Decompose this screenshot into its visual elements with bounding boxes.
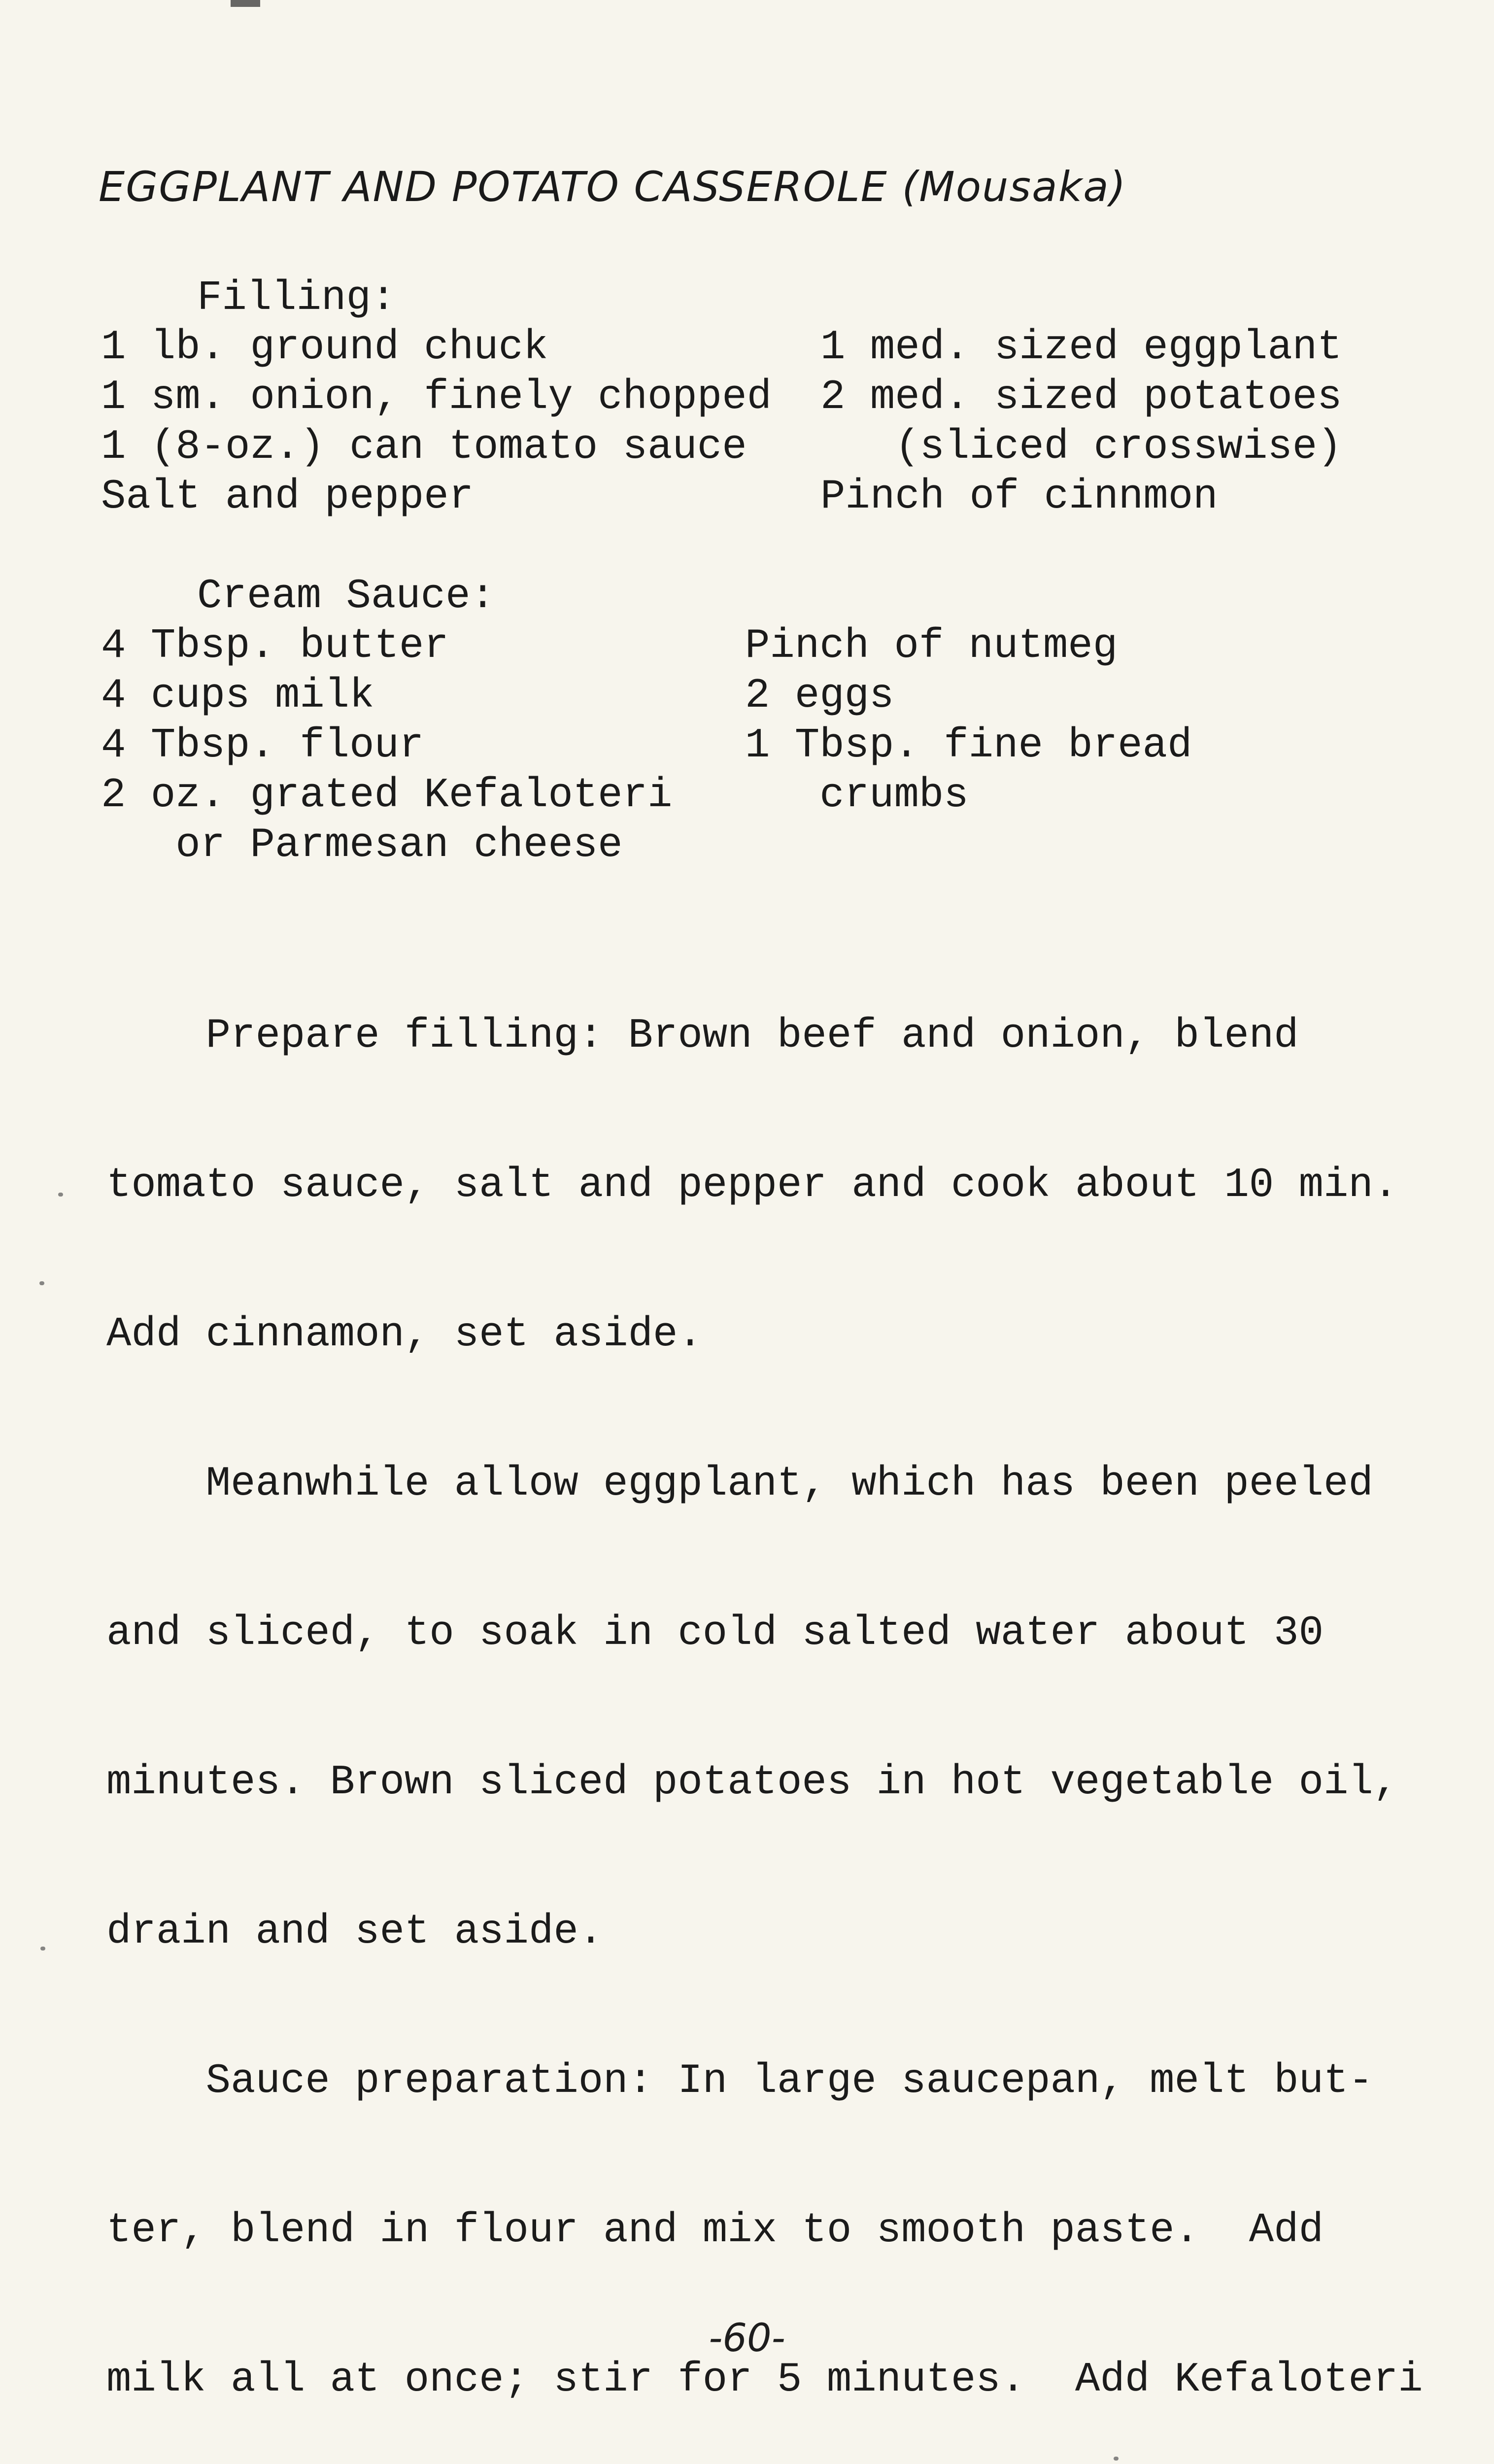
filling-ingredient-right: 2 med. sized potatoes bbox=[820, 374, 1342, 421]
filling-ingredient-left: 1 lb. ground chuck bbox=[101, 324, 548, 371]
filling-ingredient-left: 1 sm. onion, finely chopped bbox=[101, 374, 772, 421]
filling-ingredient-left: 1 (8-oz.) can tomato sauce bbox=[101, 424, 747, 471]
direction-line: tomato sauce, salt and pepper and cook about 10 min. bbox=[106, 1162, 1398, 1209]
cream-sauce-ingredient-left: 4 cups milk bbox=[101, 673, 374, 719]
cream-sauce-ingredient-left: or Parmesan cheese bbox=[101, 822, 623, 869]
direction-line: Sauce preparation: In large saucepan, melt but- bbox=[106, 2058, 1373, 2105]
direction-line: minutes. Brown sliced potatoes in hot vegetable oil, bbox=[106, 1759, 1398, 1806]
cream-sauce-ingredient-left: 4 Tbsp. flour bbox=[101, 722, 424, 769]
cream-sauce-heading: Cream Sauce: bbox=[197, 573, 495, 620]
filling-ingredient-left: Salt and pepper bbox=[101, 474, 474, 520]
cream-sauce-ingredient-right: Pinch of nutmeg bbox=[745, 623, 1118, 670]
directions-text bbox=[106, 912, 1437, 2464]
filling-ingredient-right: 1 med. sized eggplant bbox=[820, 324, 1342, 371]
filling-ingredient-right: Pinch of cinnmon bbox=[820, 474, 1218, 520]
direction-line: Meanwhile allow eggplant, which has been peeled bbox=[106, 1461, 1373, 1507]
direction-line: milk all at once; stir for 5 minutes. Add Kefaloteri bbox=[106, 2357, 1423, 2403]
cream-sauce-ingredient-left: 2 oz. grated Kefaloteri bbox=[101, 772, 673, 819]
page-number: -60- bbox=[709, 2316, 785, 2361]
filling-heading: Filling: bbox=[197, 275, 396, 322]
recipe-title: EGGPLANT AND POTATO CASSEROLE (Mousaka) bbox=[99, 163, 1127, 211]
margin-speck bbox=[40, 1947, 45, 1951]
direction-line: drain and set aside. bbox=[106, 1909, 604, 1955]
cream-sauce-ingredient-left: 4 Tbsp. butter bbox=[101, 623, 449, 670]
direction-line: Add cinnamon, set aside. bbox=[106, 1311, 703, 1358]
filling-ingredient-right: (sliced crosswise) bbox=[820, 424, 1342, 471]
cream-sauce-ingredient-right: 2 eggs bbox=[745, 673, 894, 719]
direction-line: ter, blend in flour and mix to smooth paste. Add bbox=[106, 2207, 1324, 2254]
cream-sauce-ingredient-right: 1 Tbsp. fine bread bbox=[745, 722, 1192, 769]
top-edge-mark bbox=[231, 0, 260, 7]
margin-speck bbox=[58, 1193, 63, 1197]
cream-sauce-ingredient-right: crumbs bbox=[745, 772, 969, 819]
direction-line: Prepare filling: Brown beef and onion, blend bbox=[106, 1013, 1299, 1060]
margin-speck bbox=[39, 1281, 44, 1285]
direction-line: and sliced, to soak in cold salted water about 30 bbox=[106, 1610, 1324, 1657]
